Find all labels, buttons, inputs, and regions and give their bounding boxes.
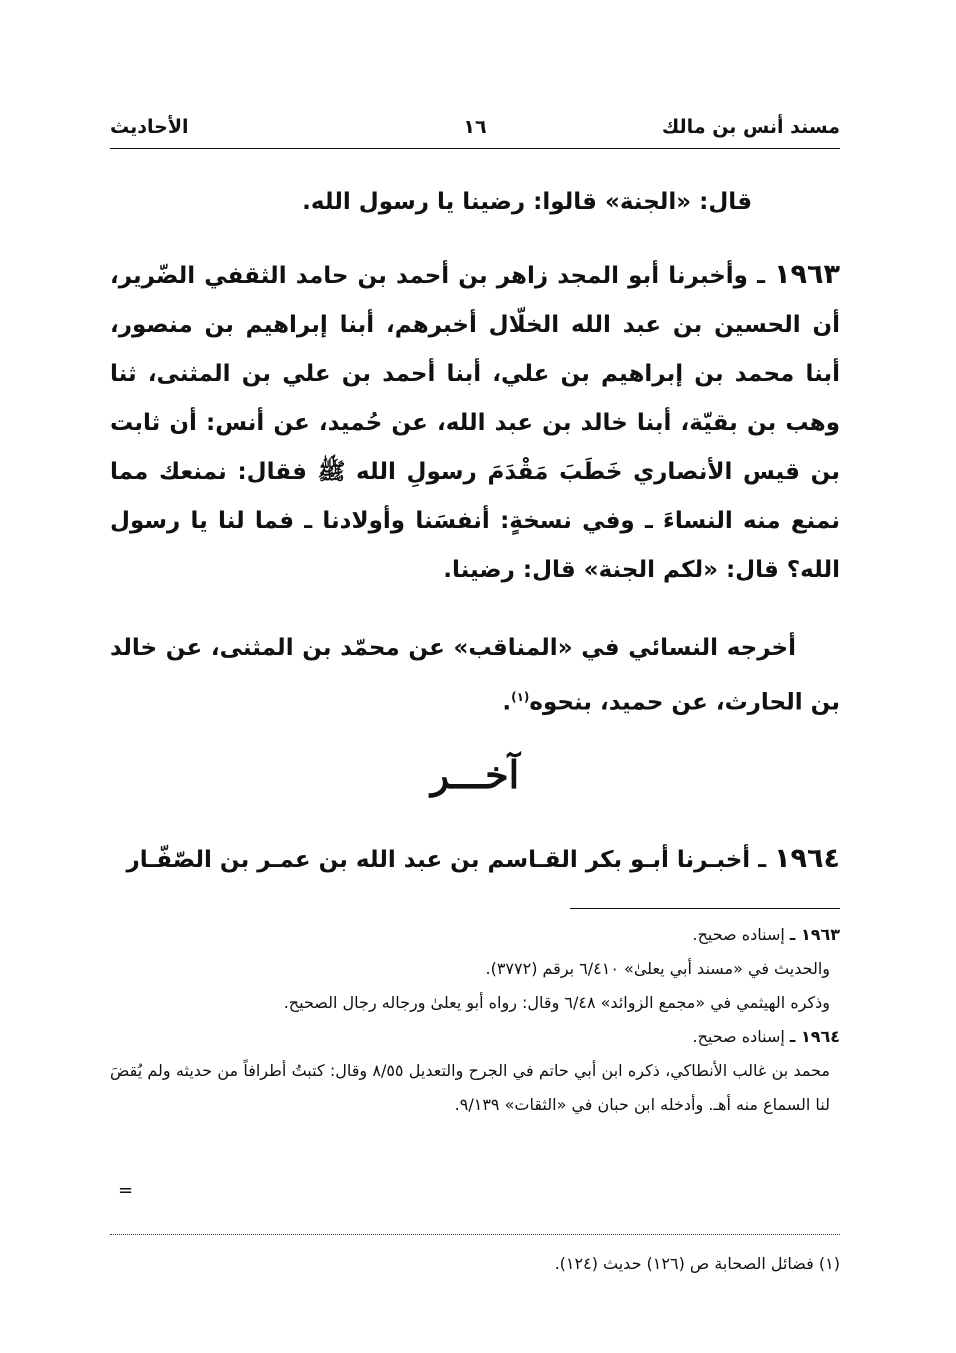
page-number: ١٦	[463, 116, 487, 138]
hadith-number: ١٩٦٤	[774, 843, 840, 874]
commentary-notes	[110, 918, 840, 1122]
continuation-mark: =	[118, 1180, 134, 1201]
section-title: آخـــر	[430, 752, 520, 797]
footnote-divider	[110, 1234, 840, 1235]
note-line: ١٩٦٤ ـ إسناده صحيح.	[692, 1027, 840, 1046]
hadith-1963	[110, 250, 840, 595]
section-name: الأحاديث	[110, 116, 189, 138]
page	[110, 0, 840, 1353]
hadith-1964	[110, 834, 840, 885]
notes-divider	[570, 908, 840, 909]
continuation-paragraph: قال: «الجنة» قالوا: رضينا يا رسول الله.	[302, 189, 752, 215]
footnote-ref[interactable]: (١)	[511, 690, 530, 704]
hadith-number: ١٩٦٣	[774, 259, 840, 290]
book-title: مسند أنس بن مالك	[661, 116, 840, 138]
note-line: محمد بن غالب الأنطاكي، ذكره ابن أبي حاتم في الجرح والتعديل ٨/٥٥ وقال: كتبتُ أطرافاً من حديثه ولم يُقضَ لنا السماع منه أهـ. وأدخله ابن حبان في «الثقات» ٩/١٣٩.	[110, 1061, 831, 1114]
note-line: وذكره الهيثمي في «مجمع الزوائد» ٦/٤٨ وقال: رواه أبو يعلىٰ ورجاله رجال الصحيح.	[283, 993, 830, 1012]
hadith-text: ـ أخبـرنا أبـو بكر القـاسم بن عبد الله بن عمـر بن الصّفّـار	[126, 847, 767, 873]
takhrij-text: أخرجه النسائي في «المناقب» عن محمّد بن المثنى، عن خالد بن الحارث، عن حميد، بنحوه	[110, 635, 840, 716]
running-header	[110, 112, 840, 149]
note-line: والحديث في «مسند أبي يعلىٰ» ٦/٤١٠ برقم (٣٧٧٢).	[485, 959, 830, 978]
footnote: (١) فضائل الصحابة ص (١٢٦) حديث (١٢٤).	[554, 1254, 840, 1273]
takhrij-paragraph	[110, 624, 840, 728]
note-line: ١٩٦٣ ـ إسناده صحيح.	[692, 925, 840, 944]
takhrij-end: .	[502, 689, 512, 716]
hadith-text: ـ وأخبرنا أبو المجد زاهر بن أحمد بن حامد الثقفي الضّرير، أن الحسين بن عبد الله الخلّال أخبرهم، أبنا إبراهيم بن منصور، أبنا محمد بن إبراهيم بن علي، أبنا أحمد بن علي بن المثنى، ثنا وهب بن بقيّة، أبنا خالد بن عبد الله، عن حُميد، عن أنس: أن ثابت بن قيس الأنصاري خَطَبَ مَقْدَمَ رسولِ الله ﷺ فقال: نمنعك مما نمنع منه النساءَ ـ وفي نسخةٍ: أنفسَنا وأولادنا ـ فما لنا يا رسول الله؟ قال: «لكم الجنة» قال: رضينا.	[110, 263, 840, 583]
